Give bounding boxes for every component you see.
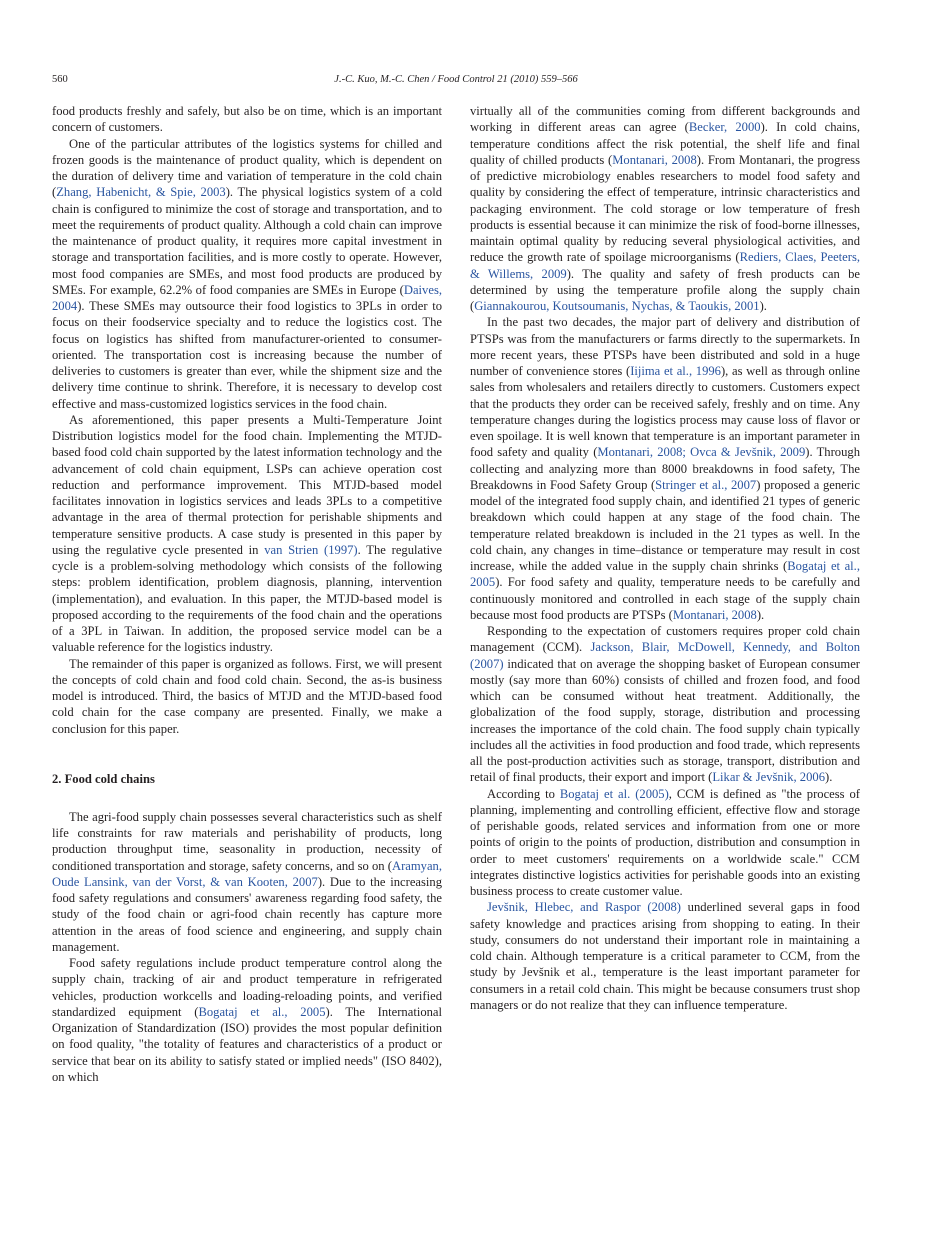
text-run: ). [759,299,767,313]
text-run: ). For food safety and quality, temperature needs to be carefully and continuously monitored and controlled in each stage of the supply chain because most food products are PTSPs ( [470,575,860,622]
text-run: ). From Montanari, the progress of predictive microbiology enables researchers to model food safety and quality by considering the effect of temperature, intrinsic characteristics and packaging environment. The cold storage or low temperature of fresh products is essential because it can minimize the risk of food-borne illnesses, maintain optimal quality by reducing several physiological activities, and reduce the growth rate of spoilage microorganisms ( [470,152,860,265]
page-number: 560 [52,74,68,85]
text-run: The remainder of this paper is organized as follows. First, we will present the concepts of cold chain and food cold chain. Second, the as-is business model is introduced. Third, the basics of MTJD and the MTJD-based food cold chain for the case company are presented. Finally, we make a conclusion for this paper. [52,656,442,736]
paragraph [52,656,442,737]
text-run: ). The International Organization of Standardization (ISO) provides the most popular definition on food quality, "the totality of features and characteristics of a product or service that bear on its ability to satisfy stated or implied needs" (ISO 8402), on which [52,1004,442,1084]
citation-link[interactable]: Likar & Jevšnik, 2006 [712,770,825,785]
citation-link[interactable]: van Strien (1997) [264,542,358,557]
text-run: Responding to the expectation of customers requires proper cold chain management (CCM). [470,624,860,655]
paragraph [470,899,860,1013]
text-run: ). Due to the increasing food safety regulations and consumers' awareness regarding food safety, the study of the food chain or agri-food chain recently has capture more attention in the areas of food science and engineering, and supply chain management. [52,874,443,954]
paragraph [470,103,860,314]
citation-link[interactable]: Aramyan, Oude Lansink, van der Vorst, & van Kooten, 2007 [52,858,442,889]
citation-link[interactable]: Montanari, 2008; Ovca & Jevšnik, 2009 [597,445,806,460]
text-run: ). These SMEs may outsource their food logistics to 3PLs in order to focus on their foodservice specialty and to reduce the logistics cost. The focus on logistics has shifted from manufacturer-oriented to consumer-oriented. The transportation cost is increasing because the number of deliveries to customers is greater than ever, while the shipment size and the delivery time continue to shrink. Therefore, it is necessary to develop cost effective and mass-customized logistics services in the food chain. [52,299,442,411]
text-run: ), as well as through online sales from wholesalers and retailers directly to customers. Customers expect that the products they order can be received safely, freshly and on time. Any temperature changes during the logistics process may cause loss of flavor or even spoilage. It is well known that temperature is an important parameter in food safety and quality ( [470,364,861,460]
text-run: ). [756,607,765,622]
citation-link[interactable]: Iijima et al., 1996 [630,364,721,378]
right-column [470,103,860,1013]
text-run: According to [487,786,560,801]
citation-link[interactable]: Bogataj et al., 2005 [470,559,860,590]
text-run: As aforementioned, this paper presents a Multi-Temperature Joint Distribution logistics model for the food chain. Implementing the MTJD-based food cold chain supported by the latest information technology and the advancement of cold chain equipment, LSPs can achieve operation cost reduction and performance improvement. This MTJD-based model facilitates innovation in logistics services and leads 3PLs to a competitive advantage in the area of thermal protection for perishable shipments and temperature sensitive products. A case study is presented in this paper by using the regulative cycle presented in [52,412,442,557]
paragraph [470,623,860,786]
text-run: In the past two decades, the major part of delivery and distribution of PTSPs was from the manufacturers or farms directly to the supermarkets. In more recent years, these PTSPs have been distributed and sold in a huge number of convenience stores ( [470,315,860,378]
text-run: ). The quality and safety of fresh products can be determined by using the temperature profile along the supply chain ( [470,266,860,313]
paragraph [52,809,442,955]
paragraph [470,314,860,623]
citation-link[interactable]: Montanari, 2008 [612,152,697,167]
text-run: ) proposed a generic model of the integrated food supply chain, and identified 21 types of generic breakdown which could happen at any stage of the food chain. The temperature related breakdown is included in the 21 types as well. In the cold chain, any changes in time–distance or temperature may result in cost increase, while the added value in the supply chain shrinks ( [470,477,860,573]
text-run: ). In cold chains, temperature conditions affect the risk potential, the shelf life and final quality of chilled products ( [470,120,860,167]
citation-link[interactable]: Montanari, 2008 [672,607,757,622]
section-heading: 2. Food cold chains [52,771,155,786]
citation-link[interactable]: Bogataj et al., 2005 [198,1004,326,1019]
citation-link[interactable]: Jackson, Blair, McDowell, Kennedy, and Bolton (2007) [470,640,860,671]
paragraph [52,955,442,1085]
text-run: Food safety regulations include product temperature control along the supply chain, tracking of air and product temperature in refrigerated vehicles, production workcells and loading-reloading points, and verified standardized equipment ( [52,956,442,1019]
citation-link[interactable]: Stringer et al., 2007 [655,477,757,492]
citation-link[interactable]: Zhang, Habenicht, & Spie, 2003 [56,185,226,200]
citation-link[interactable]: Jevšnik, Hlebec, and Raspor (2008) [487,900,681,915]
text-run: , CCM is defined as "the process of planning, implementing and controlling efficient, effective flow and storage of perishable goods, related services and information from one or more points of origin to the points of production, distribution and consumption in order to meet customers' requirements on a worldwide scale." CCM integrates distinctive logistics activities for perishable goods into an existing business process to create customer value. [470,786,861,898]
left-column [52,103,442,1085]
text-run: . The regulative cycle is a problem-solving methodology which consists of the following steps: problem identification, problem diagnosis, planning, intervention (implementation), and evaluation. In this paper, the MTJD-based model is proposed according to the requirements of the food chain and the operations of a 3PL in Taiwan. In addition, the proposed service model can be a valuable reference for the logistics industry. [52,542,442,655]
citation-link[interactable]: Daives, 2004 [52,282,442,313]
text-run: food products freshly and safely, but also be on time, which is an important concern of customers. [52,104,442,135]
citation-link[interactable]: Becker, 2000 [688,120,761,135]
text-run: underlined several gaps in food safety knowledge and practices arising from shopping to eating. In their study, consumers do not understand their important role in maintaining a cold chain. Although temperature is a critical parameter to CCM, from the study by Jevšnik et al., temperature is the least important parameter for consumers in a retail cold chain. This might be because consumers trust shop managers or do not realize that they can influence temperature. [470,900,860,1012]
paragraph [52,412,442,656]
text-run: ). Through collecting and analyzing more than 8000 breakdowns in food safety, The Breakdowns in Food Safety Group ( [470,445,860,492]
text-run: One of the particular attributes of the logistics systems for chilled and frozen goods is the maintenance of product quality, which is dependent on the duration of delivery time and variation of temperature in the cold chain ( [52,136,442,200]
text-run: ). [825,770,833,785]
text-run: ). The physical logistics system of a cold chain is configured to minimize the cost of storage and transportation, and to meet the requirements of product quality. Although a cold chain can improve the maintenance of product quality, it requires more capital investment in storage and transportation facilities, and is more costly to operate. However, most food companies are SMEs, and most food products are produced by SMEs. For example, 62.2% of food companies are SMEs in Europe ( [52,185,442,297]
running-head: J.-C. Kuo, M.-C. Chen / Food Control 21 (2010) 559–566 [334,74,578,85]
citation-link[interactable]: Bogataj et al. (2005) [559,786,669,801]
text-run: The agri-food supply chain possesses several characteristics such as shelf life constraints for raw materials and perishability of products, long production throughput time, seasonality in production, necessity of conditioned transportation and storage, safety concerns, and so on ( [52,809,442,873]
paragraph [52,103,442,136]
citation-link[interactable]: Rediers, Claes, Peeters, & Willems, 2009 [470,250,861,281]
paragraph [470,786,860,900]
text-run: virtually all of the communities coming from different backgrounds and working in different areas can agree ( [470,104,860,135]
paragraph [52,136,442,412]
text-run: indicated that on average the shopping basket of European consumer mostly (say more than 60%) consists of chilled and frozen food, and food which can be consumed without heat treatment. Additionally, the globalization of the food supply, storage, distribution and processing increases the importance of the cold chain. The food supply chain typically includes all the activities in food production and food trade, which represents all the post-production activities such as storage, transport, distribution and retail of final products, their export and import ( [470,656,860,785]
page-header [52,72,860,88]
citation-link[interactable]: Giannakourou, Koutsoumanis, Nychas, & Taoukis, 2001 [474,299,760,313]
